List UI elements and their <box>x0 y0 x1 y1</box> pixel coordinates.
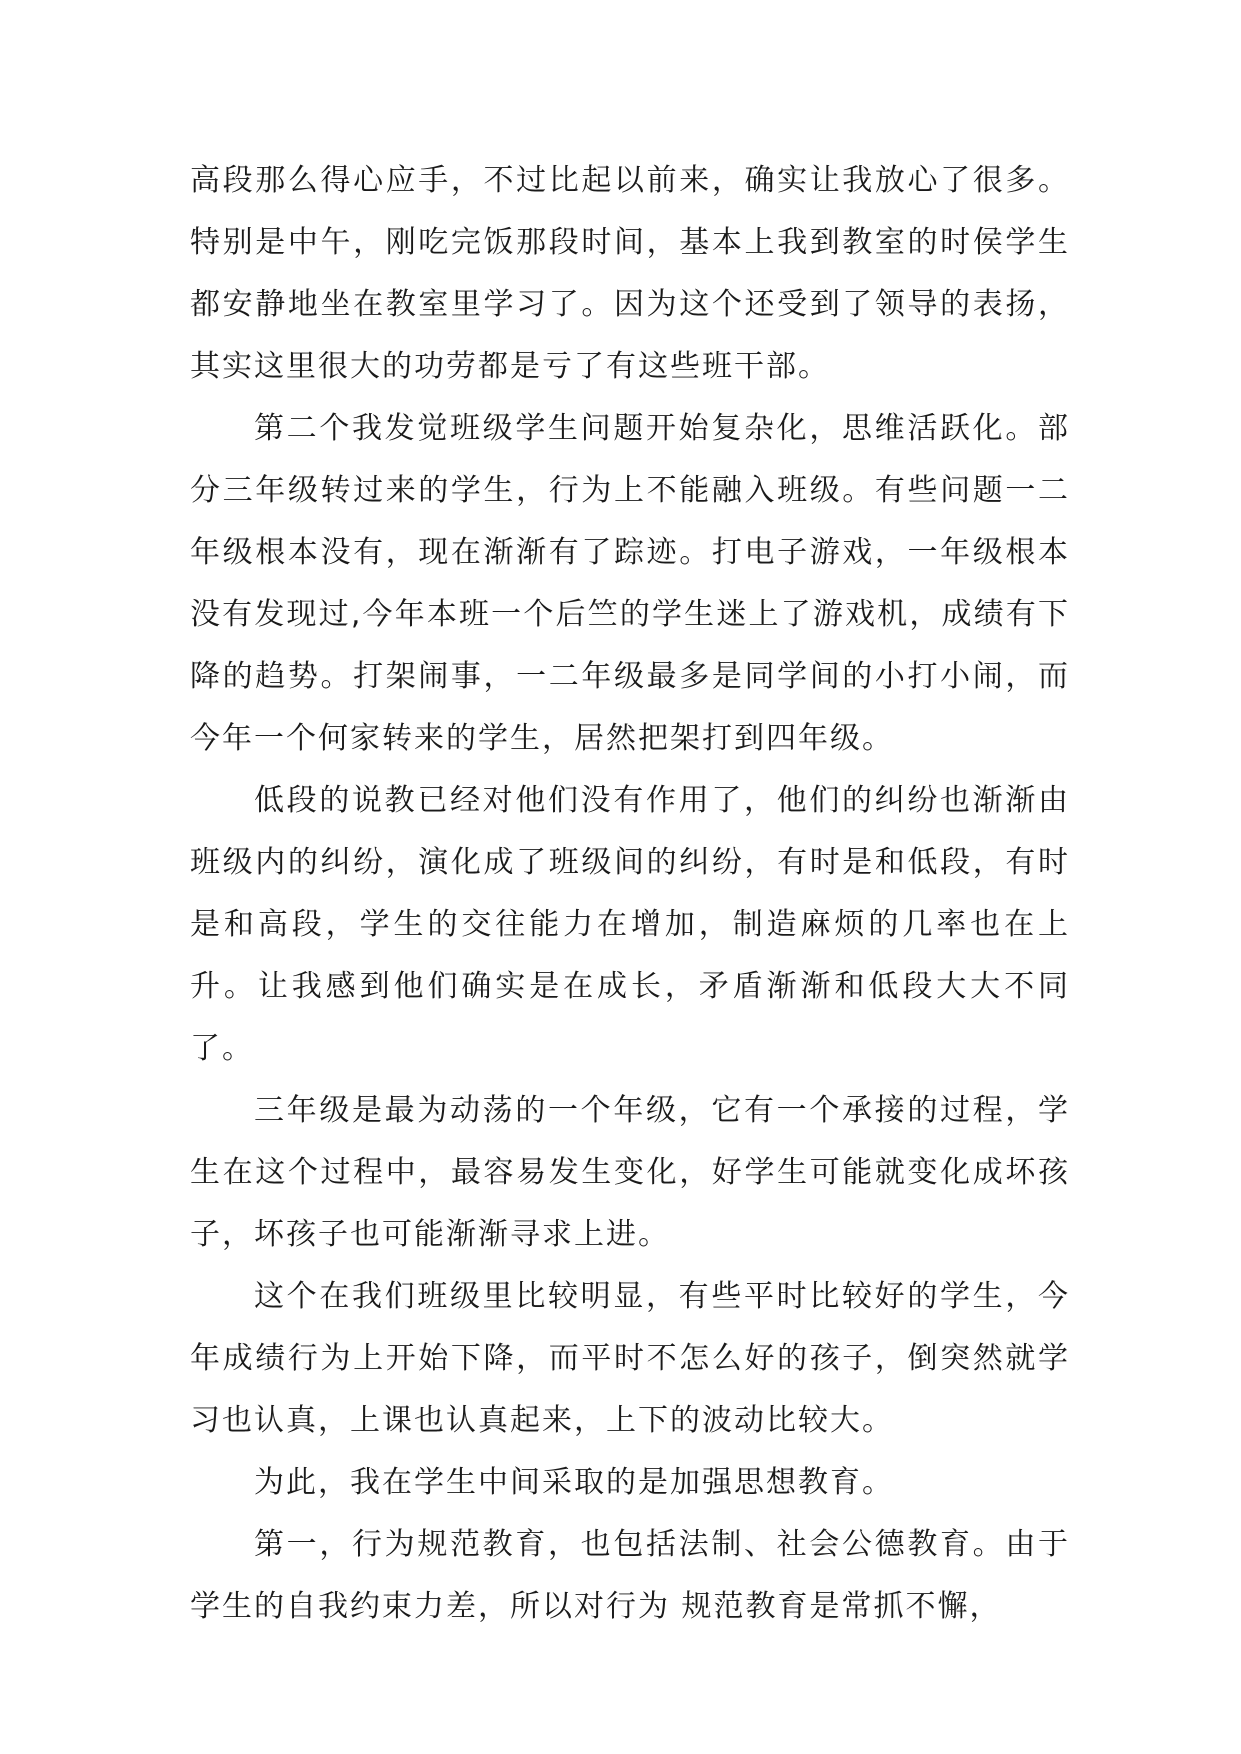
document-body <box>190 150 1070 1638</box>
paragraph-4: 三年级是最为动荡的一个年级，它有一个承接的过程，学生在这个过程中，最容易发生变化，好学生可能就变化成坏孩子，坏孩子也可能渐渐寻求上进。 <box>190 1093 1070 1252</box>
paragraph-3: 低段的说教已经对他们没有作用了，他们的纠纷也渐渐由班级内的纠纷，演化成了班级间的纠纷，有时是和低段，有时是和高段，学生的交往能力在增加，制造麻烦的几率也在上升。让我感到他们确实是在成长，矛盾渐渐和低段大大不同了。 <box>190 783 1070 1066</box>
paragraph-5: 这个在我们班级里比较明显，有些平时比较好的学生，今年成绩行为上开始下降，而平时不怎么好的孩子，倒突然就学习也认真，上课也认真起来，上下的波动比较大。 <box>190 1279 1070 1438</box>
paragraph-7: 第一，行为规范教育，也包括法制、社会公德教育。由于学生的自我约束力差，所以对行为 规范教育是常抓不懈， <box>190 1527 1070 1624</box>
paragraph-1: 高段那么得心应手，不过比起以前来，确实让我放心了很多。特别是中午，刚吃完饭那段时间，基本上我到教室的时侯学生都安静地坐在教室里学习了。因为这个还受到了领导的表扬，其实这里很大的功劳都是亏了有这些班干部。 <box>190 163 1070 384</box>
paragraph-2: 第二个我发觉班级学生问题开始复杂化，思维活跃化。部分三年级转过来的学生，行为上不能融入班级。有些问题一二年级根本没有，现在渐渐有了踪迹。打电子游戏，一年级根本没有发现过,今年本班一个后竺的学生迷上了游戏机，成绩有下降的趋势。打架闹事，一二年级最多是同学间的小打小闹，而今年一个何家转来的学生，居然把架打到四年级。 <box>190 411 1070 756</box>
paragraph-6: 为此，我在学生中间采取的是加强思想教育。 <box>254 1465 894 1500</box>
